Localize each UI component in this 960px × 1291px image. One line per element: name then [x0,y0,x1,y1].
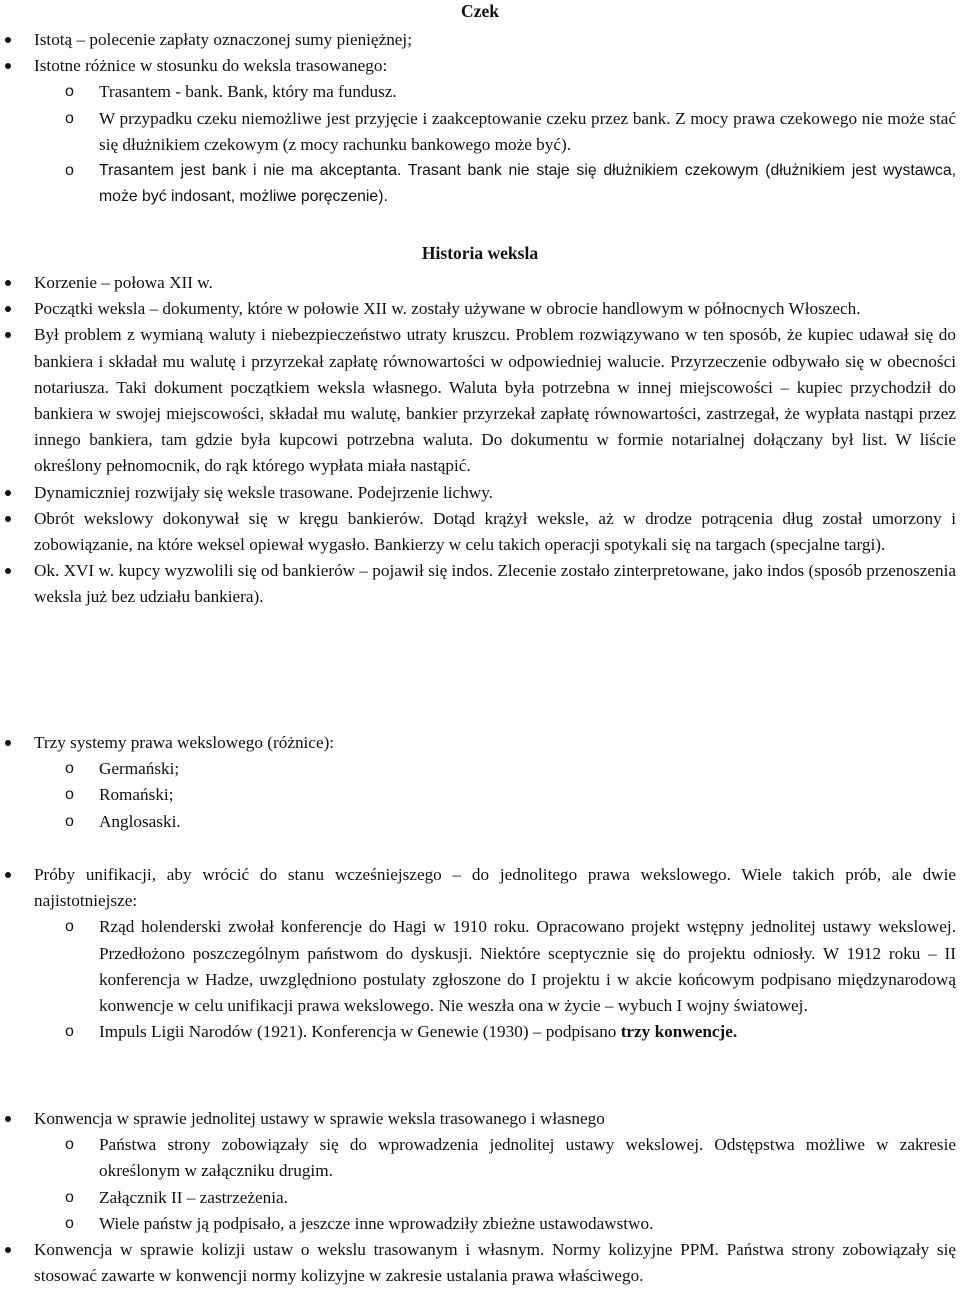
list-item: Był problem z wymianą waluty i niebezpieczeństwo utraty kruszcu. Problem rozwiązywano w ten sposób, że kupiec udawał się do bankiera i składał mu walutę i przyrzekał zapłatę równowartości w odpowiedniej walucie. Przyrzeczenie odbywało się w obecności notariusza. Taki dokument początkiem weksla własnego. Waluta była potrzebna w innej miejscowości – kupiec przychodził do bankiera w swojej miejscowości, składał mu walutę, bankier przyrzekał zapłatę równowartości, zastrzegał, że wypłata nastąpi przez innego bankiera, tam gdzie była kupcowi potrzebna waluta. Do dokumentu w formie notarialnej dołączany był list. W liście określony pełnomocnik, do rąk którego wypłata miała nastąpić. [0,322,956,479]
list-item: Istotne różnice w stosunku do weksla trasowanego: o Trasantem - bank. Bank, który ma fundusz. o W przypadku czeku niemożliwe jest przyjęcie i zaakceptowanie czeku przez bank. Z mocy prawa czekowego nie może stać się dłużnikiem czekowym (z mocy rachunku bankowego może być). o Trasantem jest bank i nie ma akceptanta. Trasant bank nie staje się dłużnikiem czekowym (dłużnikiem jest wystawca, może być indosant, możliwe poręczenie). [0,53,956,210]
sublist-item: o Rząd holenderski zwołał konferencje do Hagi w 1910 roku. Opracowano projekt wstępny jednolitej ustawy wekslowej. Przedłożono poszczególnym państwom do dyskusji. Niektóre sceptycznie się do projektu odniosły. W 1912 roku – II konferencja w Hadze, uwzględniono postulaty zgłoszone do I projektu i w akcie końcowym podpisano międzynarodową konwencje w celu unifikacji prawa wekslowego. Nie weszła ona w życie – wybuch I wojny światowej. [65,914,956,1019]
sublist-item: o Państwa strony zobowiązały się do wprowadzenia jednolitej ustawy wekslowej. Odstępstwa możliwe w zakresie określonym w załączniku drugim. [65,1132,956,1184]
sublist-item: o Impuls Ligii Narodów (1921). Konferencja w Genewie (1930) – podpisano trzy konwencje. [65,1019,956,1045]
list-item: Trzy systemy prawa wekslowego (różnice): o Germański; o Romański; o Anglosaski. [0,730,956,835]
sublist-item: o Trasantem jest bank i nie ma akceptanta. Trasant bank nie staje się dłużnikiem czekowym (dłużnikiem jest wystawca, może być indosant, możliwe poręczenie). [65,158,956,210]
list-item: Dynamiczniej rozwijały się weksle trasowane. Podejrzenie lichwy. [0,480,956,506]
sublist-item: o W przypadku czeku niemożliwe jest przyjęcie i zaakceptowanie czeku przez bank. Z mocy prawa czekowego nie może stać się dłużnikiem czekowym (z mocy rachunku bankowego może być). [65,106,956,158]
sublist-item: o Germański; [65,756,956,782]
list-item: Istotą – polecenie zapłaty oznaczonej sumy pieniężnej; [0,27,956,53]
sublist [34,756,956,835]
heading-historia: Historia weksla [421,243,539,263]
sublist-item: o Załącznik II – zastrzeżenia. [65,1185,956,1211]
list-item: Konwencja w sprawie jednolitej ustawy w sprawie weksla trasowanego i własnego o Państwa strony zobowiązały się do wprowadzenia jednolitej ustawy wekslowej. Odstępstwa możliwe w zakresie określonym w załączniku drugim. o Załącznik II – zastrzeżenia. o Wiele państw ją podpisało, a jeszcze inne wprowadziły zbieżne ustawodawstwo. [0,1106,956,1237]
historia-list [0,270,956,611]
list-item: Początki weksla – dokumenty, które w połowie XII w. zostały używane w obrocie handlowym w północnych Włoszech. [0,296,956,322]
sublist [34,914,956,1045]
sublist [34,1132,956,1237]
list-item: Konwencja w sprawie kolizji ustaw o wekslu trasowanym i własnym. Normy kolizyjne PPM. Państwa strony zobowiązały się stosować zawarte w konwencji normy kolizyjne w zakresie ustalania prawa właściwego. [0,1237,956,1289]
list-item: Korzenie – połowa XII w. [0,270,956,296]
list-item: Obrót wekslowy dokonywał się w kręgu bankierów. Dotąd krążył weksle, aż w drodze potrącenia dług został umorzony i zobowiązanie, na które weksel opiewał wygasło. Bankierzy w celu takich operacji spotykali się na targach (specjalne targi). [0,506,956,558]
sublist-item: o Trasantem - bank. Bank, który ma fundusz. [65,79,956,105]
konwencje-list [0,1106,956,1289]
bold-text: trzy konwencje. [620,1022,738,1042]
heading-czek: Czek [461,1,499,21]
sublist [34,79,956,210]
proby-list [0,862,956,1045]
list-item: Próby unifikacji, aby wrócić do stanu wcześniejszego – do jednolitego prawa wekslowego. Wiele takich prób, ale dwie najistotniejsze: o Rząd holenderski zwołał konferencje do Hagi w 1910 roku. Opracowano projekt wstępny jednolitej ustawy wekslowej. Przedłożono poszczególnym państwom do dyskusji. Niektóre sceptycznie się do projektu odniosły. W 1912 roku – II konferencja w Hadze, uwzględniono postulaty zgłoszone do I projektu i w akcie końcowym podpisano międzynarodową konwencje w celu unifikacji prawa wekslowego. Nie weszła ona w życie – wybuch I wojny światowej. o Impuls Ligii Narodów (1921). Konferencja w Genewie (1930) – podpisano trzy konwencje. [0,862,956,1045]
czek-list [0,27,956,210]
sublist-item: o Romański; [65,782,956,808]
list-item: Ok. XVI w. kupcy wyzwolili się od bankierów – pojawił się indos. Zlecenie zostało zinterpretowane, jako indos (sposób przenoszenia weksla już bez udziału bankiera). [0,558,956,610]
systemy-list [0,730,956,835]
sublist-item: o Wiele państw ją podpisało, a jeszcze inne wprowadziły zbieżne ustawodawstwo. [65,1211,956,1237]
sublist-item: o Anglosaski. [65,809,956,835]
